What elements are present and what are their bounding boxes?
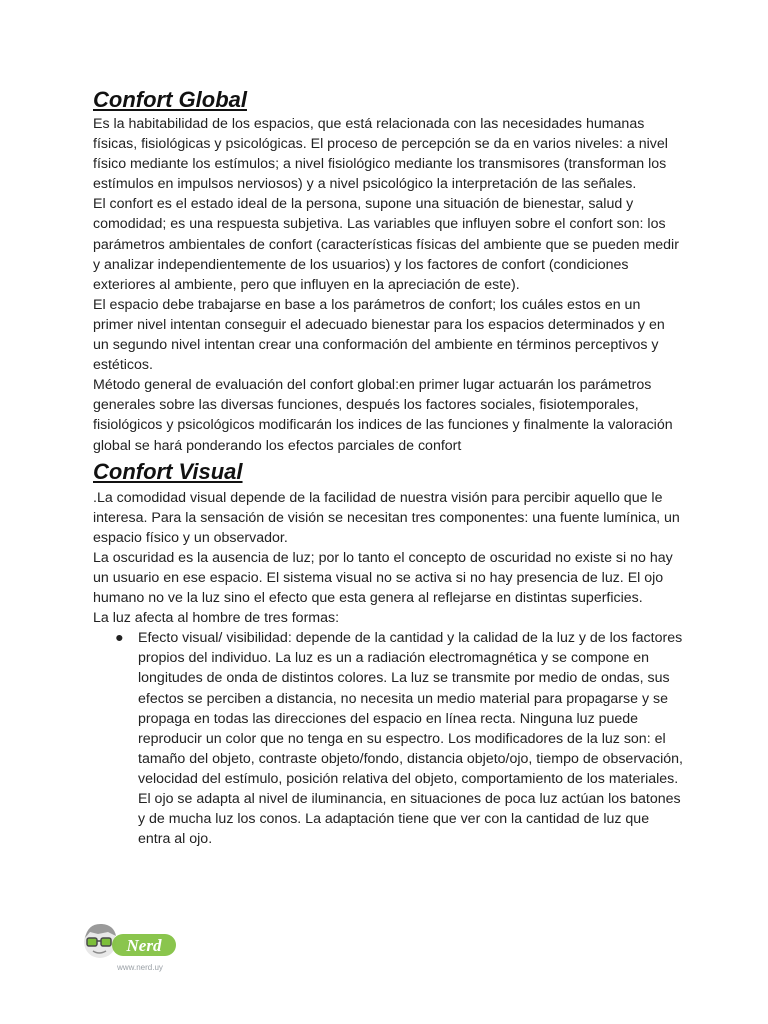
paragraph: La oscuridad es la ausencia de luz; por lo tanto el concepto de oscuridad no existe si no hay un usuario en ese espacio. El sistema visual no se activa si no hay presencia de luz. El ojo humano no ve la luz sino el efecto que esta genera al reflejarse en distintas superficies. (93, 549, 673, 607)
section-title-confort-visual: Confort Visual (93, 458, 243, 484)
list-item (115, 628, 683, 849)
paragraph: Método general de evaluación del confort global:en primer lugar actuarán los parámetros generales sobre las diversas funciones, después los factores sociales, fisiotemporales, fisiológicos y psicológicos modificarán los indices de las funciones y finalmente la valoración global se hará ponderando los efectos parciales de confort (93, 377, 673, 454)
paragraph: La luz afecta al hombre de tres formas: (93, 610, 340, 627)
paragraph: El confort es el estado ideal de la persona, supone una situación de bienestar, salud y comodidad; es una respuesta subjetiva. Las variables que influyen sobre el confort son: los parámetros ambientales de confort (características físicas del ambiente que se pueden medir y analizar independientemente de los usuarios) y los factores de confort (condiciones exteriores al ambiente, pero que influyen en la apreciación de este). (93, 196, 679, 293)
brand-text: Nerd (126, 936, 162, 955)
document-body (93, 86, 683, 849)
nerd-watermark-logo (78, 918, 183, 978)
section-title-confort-global: Confort Global (93, 87, 247, 112)
paragraph: .La comodidad visual depende de la facilidad de nuestra visión para percibir aquello que le interesa. Para la sensación de visión se necesitan tres componentes: una fuente lumínica, un espacio físico y un observador. (93, 489, 680, 546)
paragraph: Es la habitabilidad de los espacios, que está relacionada con las necesidades humanas físicas, fisiológicas y psicológicas. El proceso de percepción se da en varios niveles: a nivel físico mediante los estímulos; a nivel fisiológico mediante los transmisores (transforman los estímulos en impulsos nerviosos) y a nivel psicológico la interpretación de las señales. (93, 116, 668, 193)
bullet-list (93, 628, 683, 849)
nerd-logo-icon (78, 918, 183, 978)
bullet-icon: ● (115, 630, 124, 647)
brand-url: www.nerd.uy (117, 963, 163, 972)
paragraph: El espacio debe trabajarse en base a los parámetros de confort; los cuáles estos en un primer nivel intentan conseguir el adecuado bienestar para los espacios determinados y en un segundo nivel intentan crear una conformación del ambiente en términos perceptivos y estéticos. (93, 296, 665, 374)
list-item-text: Efecto visual/ visibilidad: depende de la cantidad y la calidad de la luz y de los factores propios del individuo. La luz es un a radiación electromagnética y se compone en longitudes de onda de distintos colores. La luz se transmite por medio de ondas, sus efectos se perciben a distancia, no necesita un medio material para propagarse y se propaga en todas las direcciones del espacio en línea recta. Ninguna luz puede reproducir un color que no tenga en su espectro. Los modificadores de la luz son: el tamaño del objeto, contraste objeto/fondo, distancia objeto/ojo, tiempo de observación, velocidad del estímulo, posición relativa del objeto, comportamiento de los materiales. El ojo se adapta al nivel de iluminancia, en situaciones de poca luz actúan los batones y de mucha luz los conos. La adaptación tiene que ver con la cantidad de luz que entra al ojo. (138, 630, 683, 848)
